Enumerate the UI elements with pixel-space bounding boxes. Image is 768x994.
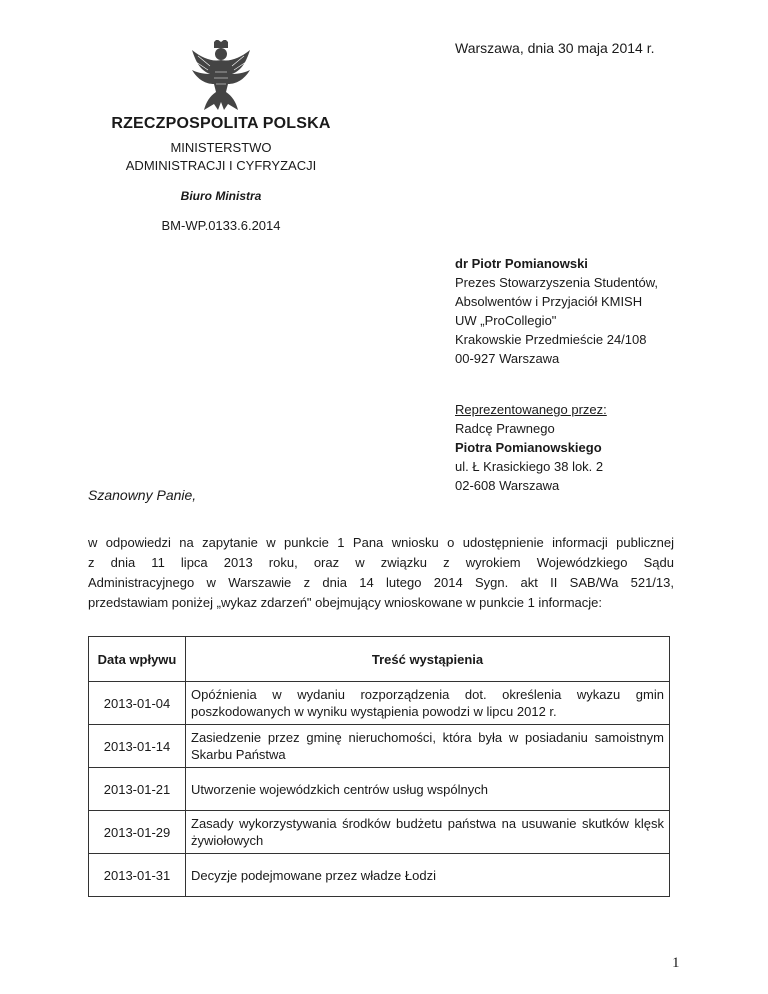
org-name: RZECZPOSPOLITA POLSKA <box>111 115 331 132</box>
row-content: Zasiedzenie przez gminę nieruchomości, która była w posiadaniu samoistnym Skarbu Państwa <box>186 725 670 768</box>
representative-block <box>455 400 607 495</box>
place-date: Warszawa, dnia 30 maja 2014 r. <box>455 40 655 56</box>
reference-number: BM-WP.0133.6.2014 <box>161 218 281 233</box>
recipient-line: Prezes Stowarzyszenia Studentów, <box>455 275 659 290</box>
column-header-date: Data wpływu <box>89 637 186 682</box>
body-line: przedstawiam poniżej „wykaz zdarzeń" obejmujący wnioskowane w punkcie 1 informacje: <box>88 595 603 610</box>
recipient-line: Absolwentów i Przyjaciół KMISH <box>455 294 643 309</box>
ministry-line-1: MINISTERSTWO <box>170 140 272 155</box>
table-row <box>89 768 670 811</box>
events-table <box>88 636 670 897</box>
row-content: Decyzje podejmowane przez władze Łodzi <box>186 854 670 897</box>
row-date: 2013-01-14 <box>89 725 186 768</box>
body-line: Administracyjnego w Warszawie z dnia 14 lutego 2014 Sygn. akt II SAB/Wa 521/13, <box>88 575 674 590</box>
recipient-line: 00-927 Warszawa <box>455 351 560 366</box>
eagle-emblem-icon <box>190 40 252 112</box>
letter-body <box>88 533 674 613</box>
row-date: 2013-01-21 <box>89 768 186 811</box>
row-content: Utworzenie wojewódzkich centrów usług wspólnych <box>186 768 670 811</box>
representative-role: Radcę Prawnego <box>455 421 555 436</box>
table-header-row <box>89 637 670 682</box>
ministry-line-2: ADMINISTRACJI I CYFRYZACJI <box>125 158 317 173</box>
row-content: Opóźnienia w wydaniu rozporządzenia dot. określenia wykazu gmin poszkodowanych w wyniku wystąpienia powodzi w lipcu 2012 r. <box>186 682 670 725</box>
column-header-content: Treść wystąpienia <box>186 637 670 682</box>
representative-address-1: ul. Ł Krasickiego 38 lok. 2 <box>455 459 604 474</box>
table-row <box>89 725 670 768</box>
body-line: w odpowiedzi na zapytanie w punkcie 1 Pana wniosku o udostępnienie informacji publicznej <box>88 535 674 550</box>
body-line: z dnia 11 lipca 2013 roku, oraz w związku z wyrokiem Wojewódzkiego Sądu <box>88 555 674 570</box>
recipient-line: Krakowskie Przedmieście 24/108 <box>455 332 647 347</box>
recipient-line: UW „ProCollegio" <box>455 313 557 328</box>
representative-address-2: 02-608 Warszawa <box>455 478 560 493</box>
row-date: 2013-01-04 <box>89 682 186 725</box>
sender-block <box>105 115 337 233</box>
greeting: Szanowny Panie, <box>88 487 197 503</box>
office-name: Biuro Ministra <box>180 189 262 203</box>
recipient-name: dr Piotr Pomianowski <box>455 256 588 271</box>
row-content: Zasady wykorzystywania środków budżetu państwa na usuwanie skutków klęsk żywiołowych <box>186 811 670 854</box>
recipient-block <box>455 254 658 368</box>
table-row <box>89 682 670 725</box>
table-row <box>89 854 670 897</box>
representative-heading: Reprezentowanego przez: <box>455 402 607 417</box>
row-date: 2013-01-29 <box>89 811 186 854</box>
representative-name: Piotra Pomianowskiego <box>455 440 602 455</box>
row-date: 2013-01-31 <box>89 854 186 897</box>
table-row <box>89 811 670 854</box>
page-number: 1 <box>672 955 680 971</box>
